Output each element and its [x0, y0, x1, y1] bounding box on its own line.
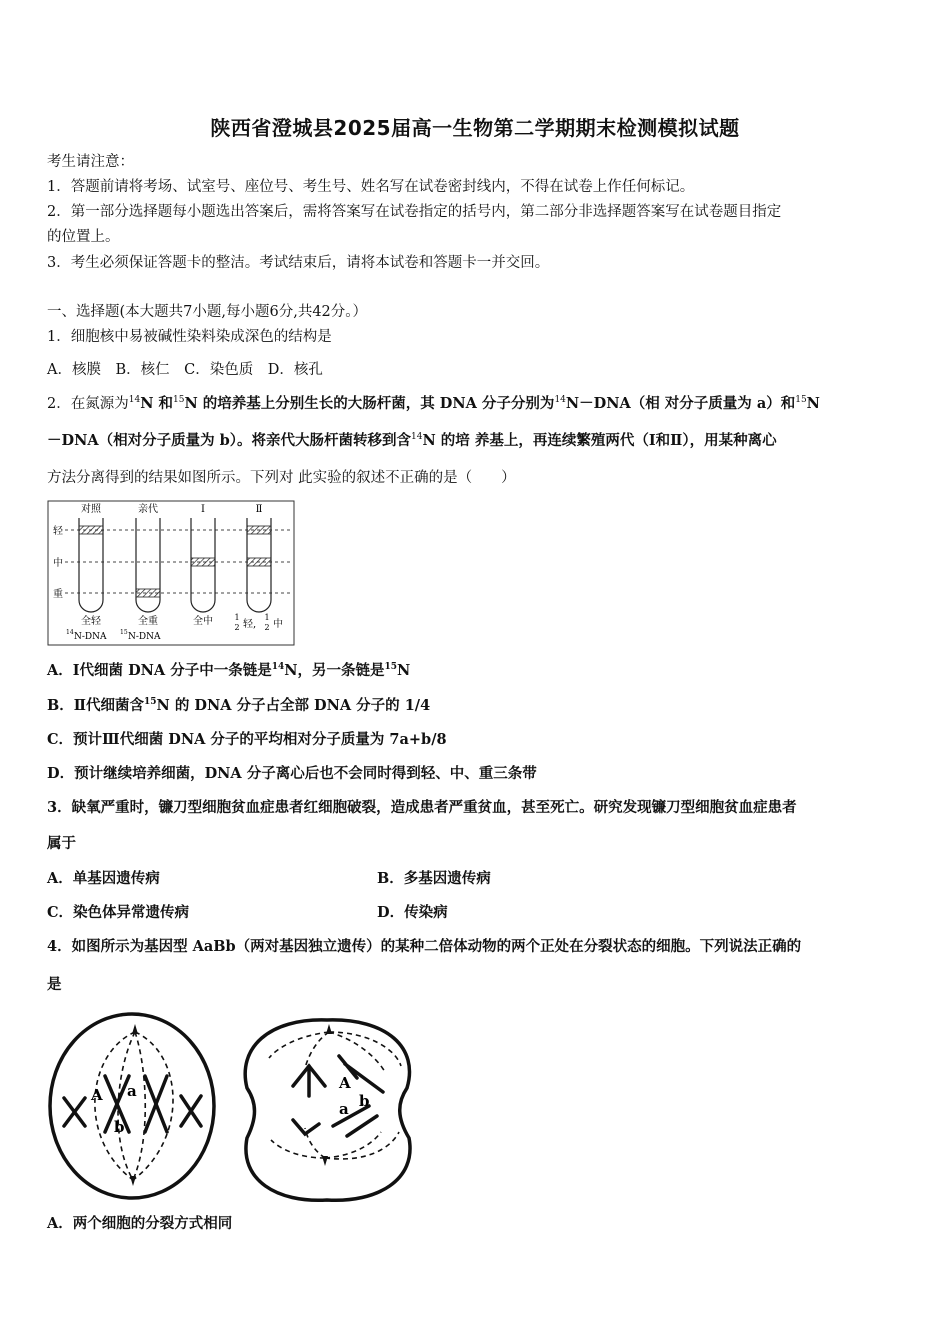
col-label: Ⅰ: [201, 504, 205, 515]
section-heading: 一、选择题(本大题共7小题,每小题6分,共42分。）: [47, 304, 368, 320]
q1-stem: 1．细胞核中易被碱性染料染成深色的结构是: [47, 329, 332, 345]
test-tube: [79, 518, 271, 612]
chromosome: [293, 1056, 383, 1136]
tube-caption: 全中: [193, 616, 213, 627]
gene-label: a: [127, 1082, 137, 1100]
q2-option-c: C．预计Ⅲ代细菌 DNA 分子的平均相对分子质量为 7a+b/8: [47, 731, 447, 748]
centriole: [326, 1024, 332, 1034]
dna-band: [247, 526, 271, 534]
tube-caption: 全轻: [81, 616, 101, 627]
q3-option-a: A．单基因遗传病: [47, 870, 160, 887]
col-label: 对照: [81, 504, 101, 515]
q2-option-d: D．预计继续培养细菌，DNA 分子离心后也不会同时得到轻、中、重三条带: [47, 765, 537, 782]
dna-14-label: N-DNA: [74, 632, 107, 642]
notice-item: 1．答题前请将考场、试室号、座位号、考生号、姓名写在试卷密封线内，不得在试卷上作任何标记。: [47, 179, 695, 195]
frac-num: 1: [234, 613, 240, 622]
dna-15-sup: 15: [120, 629, 128, 636]
q2-option-a: A．Ⅰ代细菌 DNA 分子中一条链是$^{14}$N，另一条链是$^{15}$N: [47, 662, 411, 679]
spindle-fibers: [269, 1032, 401, 1159]
tube-caption: 全重: [138, 616, 158, 627]
dna-14-sup: 14: [66, 629, 74, 636]
col-label: Ⅱ: [255, 504, 263, 515]
gene-label: a: [339, 1100, 349, 1118]
q3-option-c: C．染色体异常遗传病: [47, 904, 190, 921]
gene-label: b: [359, 1092, 370, 1110]
row-label: 轻: [53, 526, 63, 537]
row-label: 中: [53, 558, 63, 569]
notice-heading: 考生请注意：: [47, 154, 134, 170]
dna-band: [79, 526, 103, 534]
centriole: [130, 1176, 136, 1186]
gene-label: A: [339, 1074, 351, 1092]
dna-15-label: N-DNA: [128, 632, 161, 642]
dna-band: [191, 558, 215, 566]
gene-label: b: [114, 1118, 125, 1136]
label-mid: 中: [273, 619, 283, 630]
q1-options: A．核膜 B．核仁 C．染色质 D．核孔: [47, 362, 323, 378]
q4-option-a: A．两个细胞的分裂方式相同: [47, 1215, 233, 1232]
q2-option-b: B．Ⅱ代细菌含$^{15}$N 的 DNA 分子占全部 DNA 分子的 1/4: [47, 697, 431, 714]
q3-stem-line2: 属于: [47, 835, 76, 852]
q3-option-b: B．多基因遗传病: [377, 870, 491, 887]
dna-band: [136, 589, 160, 597]
cell-division-figure: [47, 1008, 427, 1208]
q4-stem-line2: 是: [47, 976, 62, 993]
notice-item: 2．第一部分选择题每小题选出答案后，需将答案写在试卷指定的括号内，第二部分非选择题答案写在试卷题目指定: [47, 204, 782, 220]
centriole: [322, 1156, 328, 1166]
q2-stem-line3: 方法分离得到的结果如图所示。下列对 此实验的叙述不正确的是（ ）: [47, 470, 516, 486]
notice-item: 的位置上。: [47, 229, 120, 245]
frac-num: 1: [264, 613, 270, 622]
q2-stem-line1: 2．在氮源为$^{14}$N 和$^{15}$N 的培养基上分别生长的大肠杆菌，其 DNA 分子分别为$^{14}$N－DNA（相 对分子质量为 a）和$^{15}$N: [47, 395, 820, 412]
page-title: 陕西省澄城县2025届高一生物第二学期期末检测模拟试题: [210, 116, 740, 140]
frac-den: 2: [234, 623, 240, 632]
q3-stem-line1: 3．缺氧严重时，镰刀型细胞贫血症患者红细胞破裂，造成患者严重贫血，甚至死亡。研究发现镰刀型细胞贫血症患者: [47, 799, 797, 816]
q3-option-d: D．传染病: [377, 904, 448, 921]
q4-stem-line1: 4．如图所示为基因型 AaBb（两对基因独立遗传）的某种二倍体动物的两个正处在分裂状态的细胞。下列说法正确的: [47, 938, 802, 955]
notice-item: 3．考生必须保证答题卡的整洁。考试结束后，请将本试卷和答题卡一并交回。: [47, 255, 550, 271]
row-label: 重: [53, 589, 63, 600]
frac-den: 2: [264, 623, 270, 632]
label-light: 轻,: [243, 619, 257, 630]
col-label: 亲代: [138, 504, 158, 515]
gene-label: A: [91, 1086, 103, 1104]
centrifuge-figure: [47, 500, 295, 646]
centriole: [132, 1024, 138, 1034]
dna-band: [247, 558, 271, 566]
q2-stem-line2: －DNA（相对分子质量为 b）。将亲代大肠杆菌转移到含$^{14}$N 的培 养基上，再连续繁殖两代（Ⅰ和Ⅱ），用某种离心: [47, 432, 777, 449]
spindle-fibers: [95, 1032, 173, 1180]
